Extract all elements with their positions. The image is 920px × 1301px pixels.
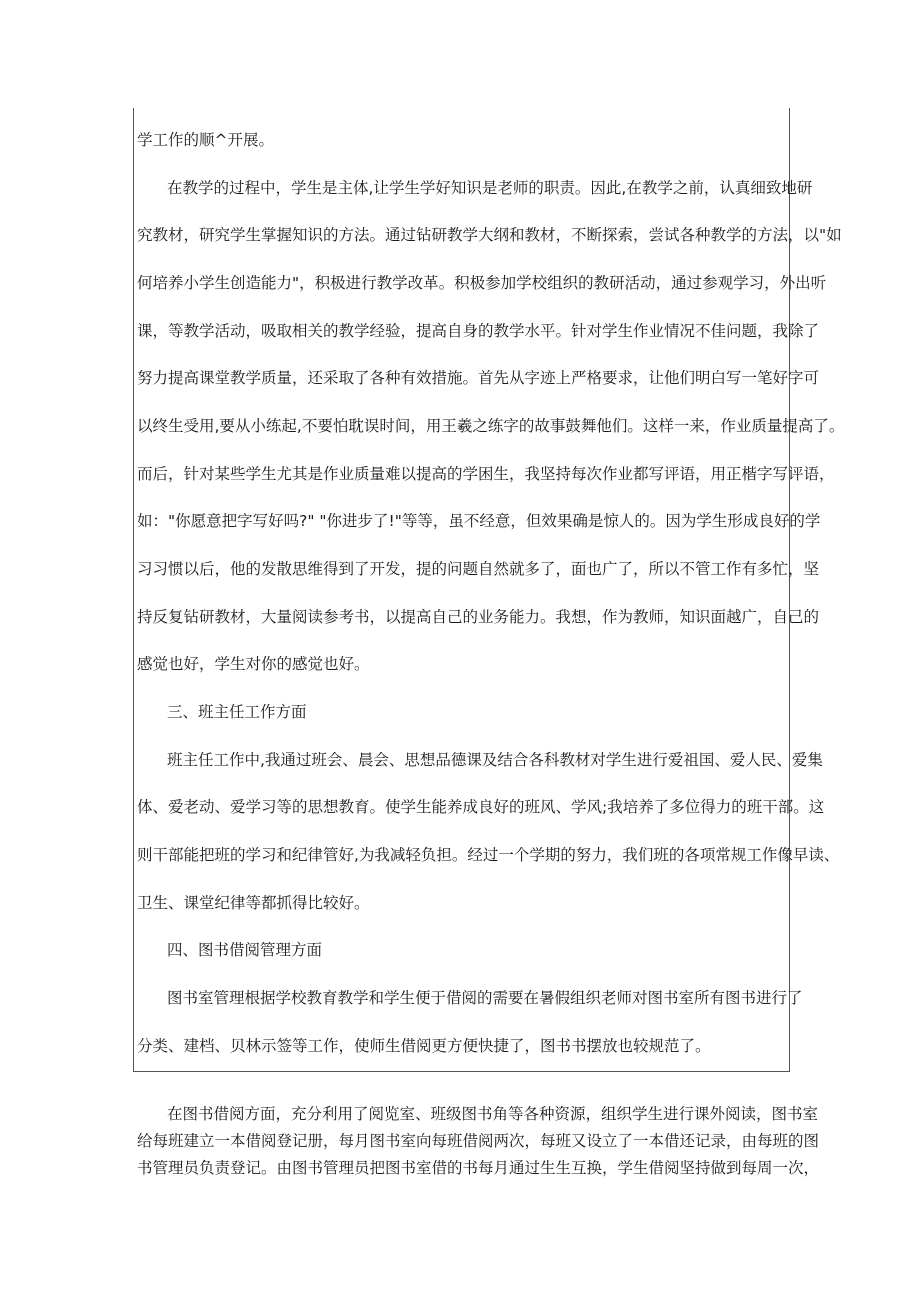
section-heading: 四、图书借阅管理方面 xyxy=(167,941,323,959)
paragraph-line: 体、爱老动、爱学习等的思想教育。使学生能养成良好的班风、学风;我培养了多位得力的班干部。这 xyxy=(137,798,825,816)
paragraph-line: 而后，针对某些学生尤其是作业质量难以提高的学困生，我坚持每次作业都写评语，用正楷字写评语， xyxy=(137,465,835,483)
paragraph-line: 卫生、课堂纪律等都抓得比较好。 xyxy=(137,894,370,912)
paragraph-line: 习习惯以后，他的发散思维得到了开发，提的问题自然就多了，面也广了，所以不管工作有多忙，坚 xyxy=(137,560,820,578)
paragraph-line: 给每班建立一本借阅登记册，每月图书室向每班借阅两次，每班又设立了一本借还记录，由每班的图 xyxy=(137,1132,820,1150)
paragraph-line: 如："你愿意把字写好吗?" "你进步了!"等等，虽不经意，但效果确是惊人的。因为学生形成良好的学 xyxy=(137,512,821,530)
paragraph-line: 感觉也好，学生对你的感觉也好。 xyxy=(137,655,370,673)
paragraph-line: 以终生受用,要从小练起,不要怕耽误时间，用王羲之练字的故事鼓舞他们。这样一来，作业质量提高了。 xyxy=(137,417,845,435)
paragraph-line: 在教学的过程中，学生是主体,让学生学好知识是老师的职责。因此,在教学之前，认真细致地研 xyxy=(167,179,813,197)
paragraph-line: 图书室管理根据学校教育教学和学生便于借阅的需要在暑假组织老师对图书室所有图书进行了 xyxy=(167,989,803,1007)
paragraph-line: 努力提高课堂教学质量，还采取了各种有效措施。首先从字迹上严格要求，让他们明白写一笔好字可 xyxy=(137,369,820,387)
paragraph-line: 究教材，研究学生掌握知识的方法。通过钻研教学大纲和教材，不断探索，尝试各种教学的方法，以"如 xyxy=(137,226,842,244)
paragraph-line: 课，等教学活动，吸取相关的教学经验，提高自身的教学水平。针对学生作业情况不佳问题，我除了 xyxy=(137,322,820,340)
paragraph-line: 在图书借阅方面，充分利用了阅览室、班级图书角等各种资源，组织学生进行课外阅读，图书室 xyxy=(167,1105,819,1123)
paragraph-line: 则干部能把班的学习和纪律管好,为我减轻负担。经过一个学期的努力，我们班的各项常规工作像早读、 xyxy=(137,846,840,864)
paragraph-line: 分类、建档、贝林示签等工作，使师生借阅更方便快捷了，图书书摆放也较规范了。 xyxy=(137,1037,711,1055)
paragraph-line: 书管理员负责登记。由图书管理员把图书室借的书每月通过生生互换，学生借阅坚持做到每周一次， xyxy=(137,1159,820,1177)
document-table-cell xyxy=(133,108,845,1072)
paragraph-line: 班主任工作中,我通过班会、晨会、思想品德课及结合各科教材对学生进行爱祖国、爱人民、爱集 xyxy=(167,751,823,769)
paragraph-line: 持反复钻研教材，大量阅读参考书，以提高自己的业务能力。我想，作为教师，知识面越广，自己的 xyxy=(137,608,820,626)
paragraph-line: 何培养小学生创造能力"，积极进行教学改革。积极参加学校组织的教研活动，通过参观学习，外出听 xyxy=(137,274,827,292)
paragraph-line: 学工作的顺^开展。 xyxy=(137,131,274,149)
section-heading: 三、班主任工作方面 xyxy=(167,703,307,721)
